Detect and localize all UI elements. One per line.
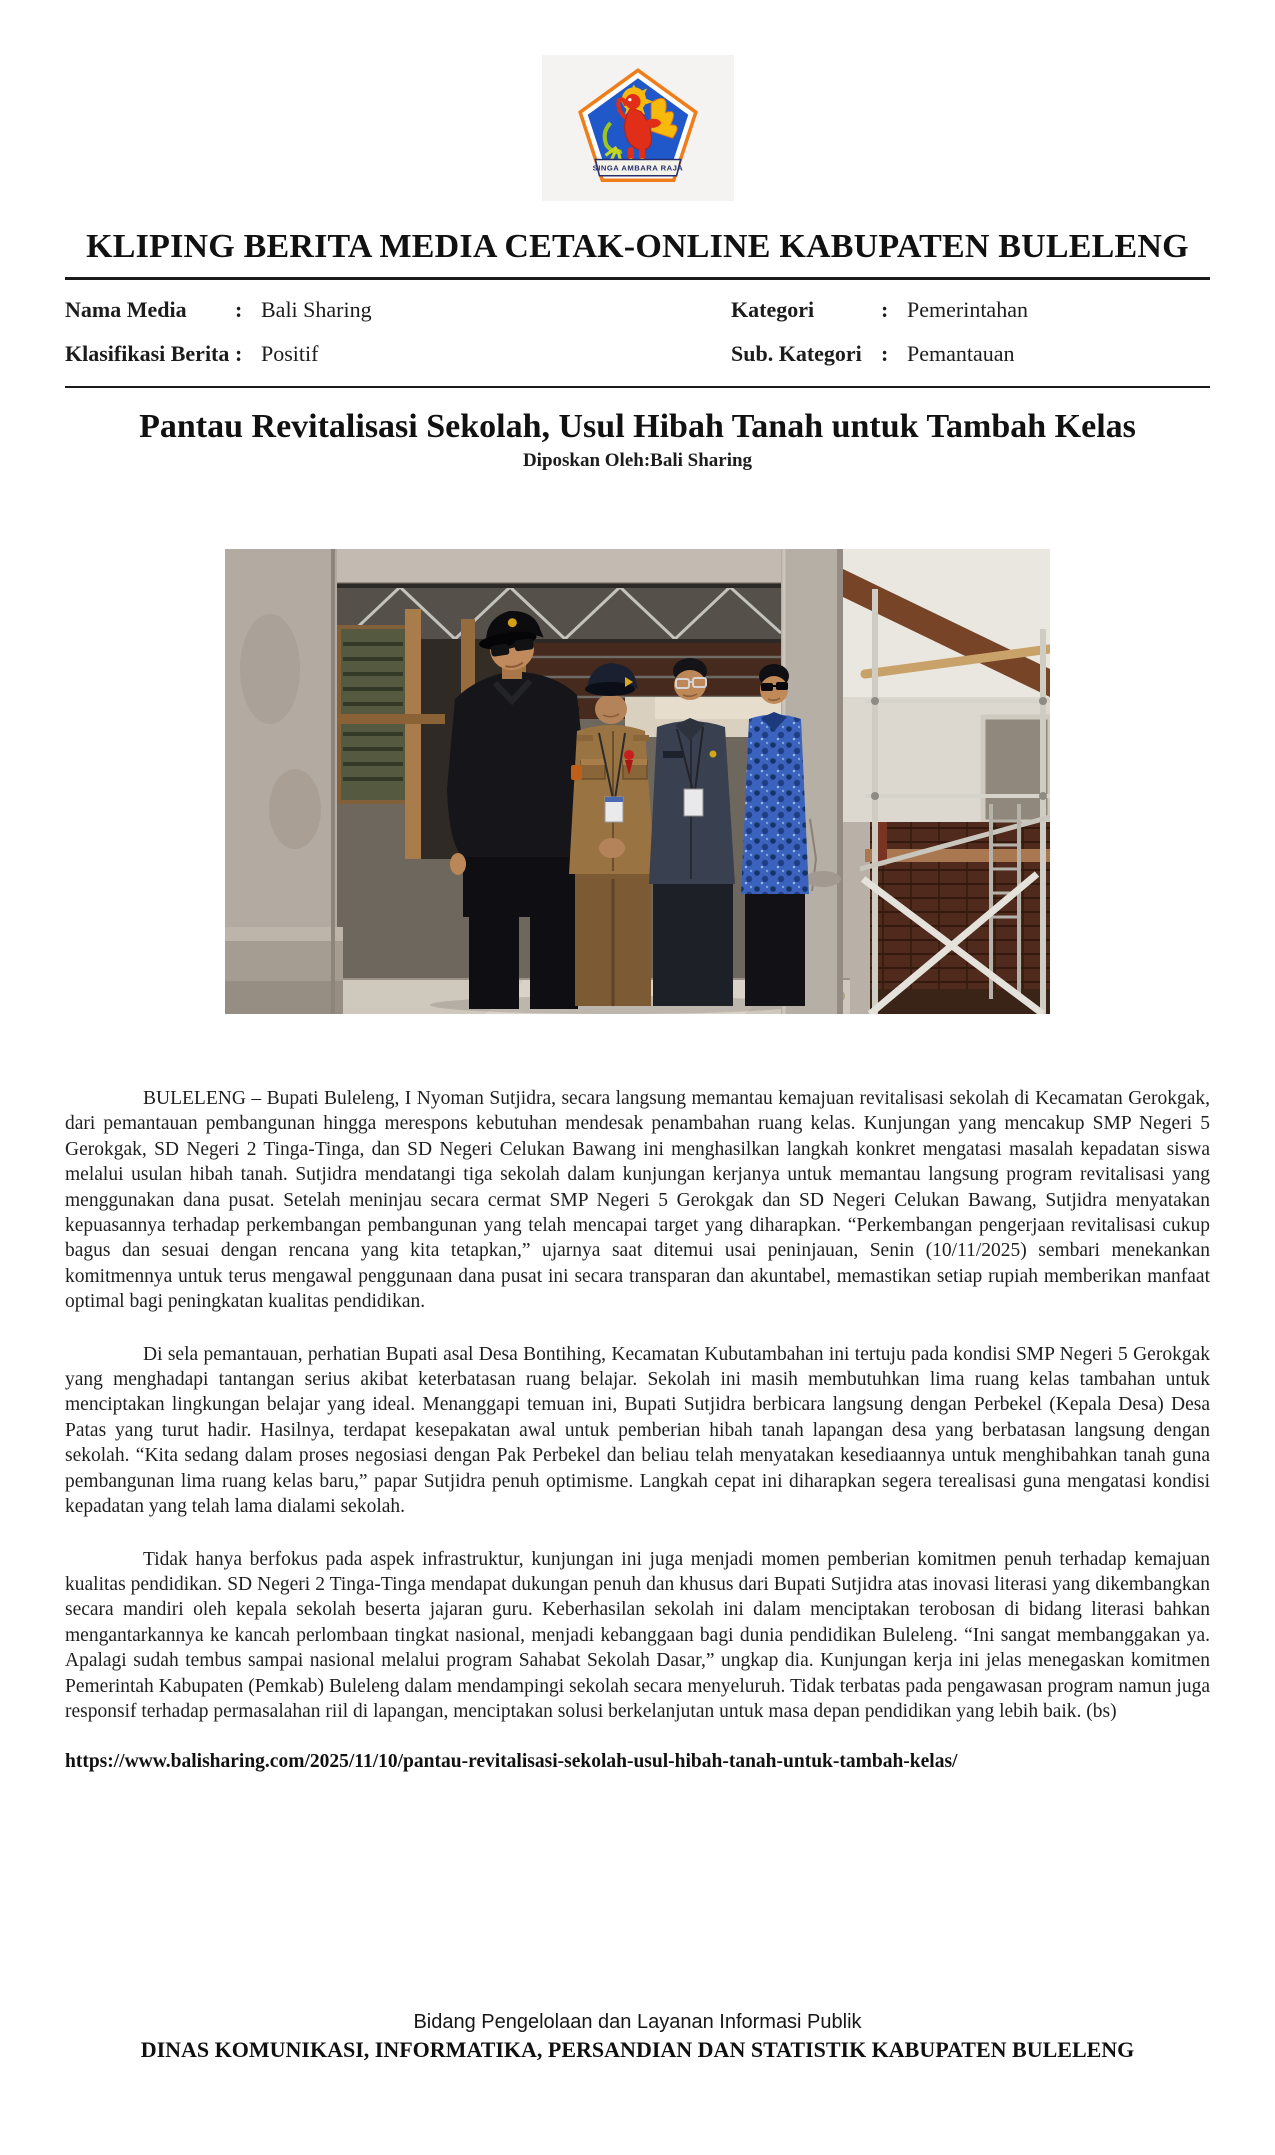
article-paragraph-2: Di sela pemantauan, perhatian Bupati asal Desa Bontihing, Kecamatan Kubutambahan ini tertuju pada kondisi SMP Negeri 5 Gerokgak yang menghadapi tantangan serius akibat keterbatasan ruang belajar. Sekolah ini masih membutuhkan lima ruang kelas tambahan untuk menciptakan lingkungan belajar yang ideal. Menanggapi temuan ini, Bupati Sutjidra berbicara langsung dengan Perbekel (Kepala Desa) Desa Patas yang turut hadir. Hasilnya, terdapat kesepakatan awal untuk pemberian hibah tanah lapangan desa yang berbatasan langsung dengan sekolah. “Kita sedang dalam proses negosiasi dengan Pak Perbekel dan beliau telah menyatakan kesediaannya untuk menghibahkan tanah guna pembangunan lima ruang kelas baru,” papar Sutjidra penuh optimisme. Langkah cepat ini diharapkan segera terealisasi guna mengatasi kondisi kepadatan yang telah lama dialami sekolah. [65, 1343, 1210, 1518]
article-body [65, 1086, 1210, 1724]
meta-label-kategori: Kategori [731, 297, 815, 322]
article-source-url[interactable]: https://www.balisharing.com/2025/11/10/pantau-revitalisasi-sekolah-usul-hibah-tanah-untuk-tambah-kelas/ [65, 1751, 958, 1773]
kliping-document-page [0, 55, 1275, 2155]
meta-table [65, 280, 1210, 386]
meta-value-klasifikasi: Positif [261, 341, 319, 366]
concrete-pillar [225, 549, 343, 1014]
divider-thin [65, 386, 1210, 388]
pentagon-emblem-icon [572, 60, 704, 196]
article-paragraph-3: Tidak hanya berfokus pada aspek infrastruktur, kunjungan ini juga menjadi momen pemberian komitmen penuh terhadap kemajuan kualitas pendidikan. SD Negeri 2 Tinga-Tinga mendapat dukungan penuh dan khusus dari Bupati Sutjidra atas inovasi literasi yang dikembangkan secara mandiri oleh kepala sekolah beserta jajaran guru. Keberhasilan sekolah ini dalam menciptakan terobosan di bidang literasi bahkan mengantarkannya ke kancah perlombaan tingkat nasional, menjadi kebanggaan bagi dunia pendidikan Buleleng. “Ini sangat membanggakan ya. Apalagi sudah tembus sampai nasional melalui program Sahabat Sekolah Dasar,” ungkap dia. Kunjungan kerja ini jelas menegaskan komitmen Pemerintah Kabupaten (Pemkab) Buleleng dalam mendampingi sekolah secara menyeluruh. Tidak terbatas pada pengawasan program namun juga responsif terhadap permasalahan riil di lapangan, menciptakan solusi berkelanjutan untuk masa depan pendidikan yang lebih baik. (bs) [65, 1548, 1210, 1722]
footer-agency: DINAS KOMUNIKASI, INFORMATIKA, PERSANDIAN DAN STATISTIK KABUPATEN BULELENG [140, 2037, 1135, 2062]
emblem-banner [592, 159, 683, 175]
meta-value-nama-media: Bali Sharing [261, 297, 372, 322]
meta-colon: : [881, 341, 889, 366]
emblem-banner-text: SINGA AMBARA RAJA [592, 163, 683, 173]
footer-division: Bidang Pengelolaan dan Layanan Informasi Publik [413, 2011, 862, 2033]
meta-colon: : [235, 297, 243, 322]
article-byline: Diposkan Oleh:Bali Sharing [522, 450, 753, 471]
meta-colon: : [235, 341, 243, 366]
meta-value-sub-kategori: Pemantauan [907, 341, 1015, 366]
meta-label-sub-kategori: Sub. Kategori [731, 341, 862, 366]
article-paragraph-1: BULELENG – Bupati Buleleng, I Nyoman Sutjidra, secara langsung memantau kemajuan revitalisasi sekolah di Kecamatan Gerokgak, dari pemantauan pembangunan hingga merespons kebutuhan mendesak penambahan ruang kelas. Kunjungan yang mencakup SMP Negeri 5 Gerokgak, SD Negeri 2 Tinga-Tinga, dan SD Negeri Celukan Bawang ini menghasilkan langkah konkret mengatasi masalah kepadatan siswa melalui usulan hibah tanah. Sutjidra mendatangi tiga sekolah dalam kunjungan kerjanya untuk memantau langsung program revitalisasi yang menggunakan dana pusat. Setelah meninjau secara cermat SMP Negeri 5 Gerokgak dan SD Negeri Celukan Bawang, Sutjidra menyatakan kepuasannya terhadap perkembangan pembangunan yang telah mencapai target yang diharapkan. “Perkembangan pengerjaan revitalisasi cukup bagus dan sesuai dengan rencana yang kita tetapkan,” ujarnya saat ditemui usai peninjauan, Senin (10/11/2025) sembari menekankan komitmennya untuk terus mengawal penggunaan dana pusat ini secara transparan dan akuntabel, memastikan setiap rupiah memberikan manfaat optimal bagi peningkatan kualitas pendidikan. [65, 1088, 1210, 1313]
meta-label-nama-media: Nama Media [65, 297, 187, 322]
article-headline: Pantau Revitalisasi Sekolah, Usul Hibah Tanah untuk Tambah Kelas [139, 408, 1136, 445]
meta-colon: : [881, 297, 889, 322]
meta-label-klasifikasi: Klasifikasi Berita [65, 341, 230, 366]
meta-value-kategori: Pemerintahan [907, 297, 1028, 322]
article-photo [225, 549, 1050, 1014]
document-title: KLIPING BERITA MEDIA CETAK-ONLINE KABUPATEN BULELENG [86, 228, 1189, 265]
buleleng-emblem-logo [542, 55, 734, 201]
document-footer [0, 2009, 1275, 2065]
